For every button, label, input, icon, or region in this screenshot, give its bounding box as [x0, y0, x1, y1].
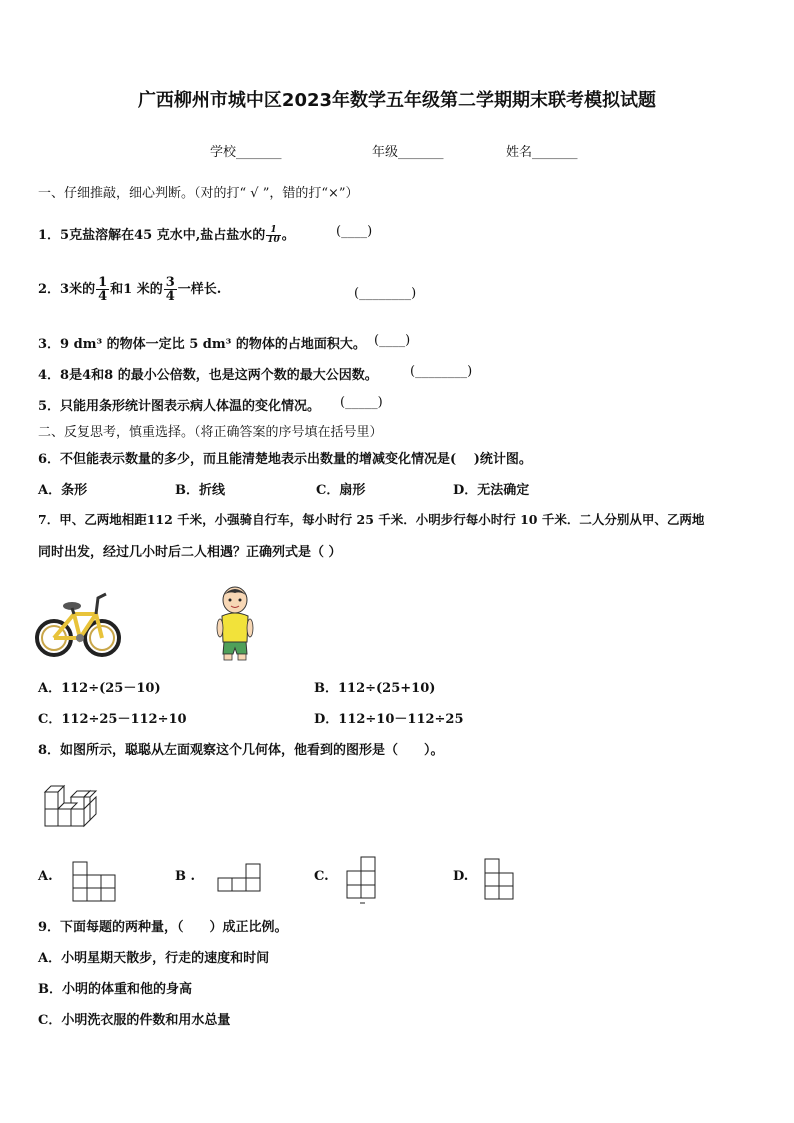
question-6: 6．不但能表示数量的多少，而且能清楚地表示出数量的增减变化情况是( )统计图。 — [38, 452, 532, 467]
q8-option-d-label[interactable]: D. — [453, 869, 469, 884]
fraction-3-4: $\frac{3}{4}$ — [165, 275, 175, 304]
question-1-text: 1．5克盐溶解在45 克水中,盐占盐水的 — [38, 228, 266, 243]
name-blank: _______ — [532, 145, 578, 160]
question-8: 8．如图所示，聪聪从左面观察这个几何体，他看到的图形是（ ）。 — [38, 743, 444, 758]
answer-paren-2[interactable]: (________) — [354, 286, 417, 301]
q8-option-c-label[interactable]: C. — [314, 869, 329, 884]
solid-figure — [45, 783, 101, 828]
answer-paren-3[interactable]: (____) — [374, 333, 411, 348]
answer-paren-5[interactable]: (_____) — [340, 395, 383, 410]
grade-field — [372, 141, 444, 160]
q6-option-d[interactable]: D．无法确定 — [453, 483, 530, 498]
q8-option-b-figure[interactable] — [216, 863, 262, 893]
q8-option-b-label[interactable]: B . — [175, 869, 196, 884]
question-7-line-2: 同时出发，经过几小时后二人相遇？正确列式是（ ） — [38, 545, 342, 560]
question-7-line-1: 7．甲、乙两地相距112 千米，小强骑自行车，每小时行 25 千米．小明步行每小时行 10 千米．二人分别从甲、乙两地 — [38, 512, 705, 527]
school-blank: _______ — [236, 145, 282, 160]
q9-option-b[interactable]: B．小明的体重和他的身高 — [38, 982, 192, 997]
q7-option-b[interactable]: B．112÷(25+10) — [314, 681, 436, 696]
section-2-heading: 二、反复思考，慎重选择。（将正确答案的序号填在括号里） — [38, 425, 383, 440]
grade-label: 年级 — [372, 145, 399, 160]
q9-option-a[interactable]: A．小明星期天散步，行走的速度和时间 — [38, 951, 270, 966]
q6-option-a[interactable]: A．条形 — [38, 483, 88, 498]
q8-option-a-figure[interactable] — [72, 861, 116, 903]
question-9: 9．下面每题的两种量，（ ）成正比例。 — [38, 920, 288, 935]
boy-illustration — [214, 586, 256, 664]
fraction-1-4: $\frac{1}{4}$ — [98, 275, 108, 304]
question-2: 2．3米的 $\frac{1}{4}$ 和1 米的 $\frac{3}{4}$ 一样长. — [38, 275, 222, 304]
bicycle-illustration — [36, 586, 122, 664]
section-1-heading: 一、仔细推敲，细心判断。（对的打“ √ ”，错的打“×”） — [38, 186, 359, 201]
page-title: 广西柳州市城中区2023年数学五年级第二学期期末联考模拟试题 — [137, 90, 657, 111]
question-4: 4．8是4和8 的最小公倍数，也是这两个数的最大公因数。 — [38, 368, 378, 383]
q7-option-a[interactable]: A．112÷(25－10) — [38, 681, 161, 696]
question-1: 1．5克盐溶解在45 克水中,盐占盐水的 $\frac{1}{10}$ 。 — [38, 225, 295, 245]
q8-option-a-label[interactable]: A. — [38, 869, 53, 884]
q6-option-c[interactable]: C．扇形 — [316, 483, 366, 498]
answer-paren-4[interactable]: (________) — [410, 364, 473, 379]
question-5: 5．只能用条形统计图表示病人体温的变化情况。 — [38, 399, 321, 414]
fraction-1-10: $\frac{1}{10}$ — [267, 225, 280, 245]
q9-option-c[interactable]: C．小明洗衣服的件数和用水总量 — [38, 1013, 231, 1028]
grade-blank: _______ — [398, 145, 444, 160]
q7-option-d[interactable]: D．112÷10－112÷25 — [314, 712, 464, 727]
q6-option-b[interactable]: B．折线 — [175, 483, 225, 498]
q7-option-c[interactable]: C．112÷25－112÷10 — [38, 712, 187, 727]
school-label: 学校 — [210, 145, 237, 160]
question-3: 3．9 dm³ 的物体一定比 5 dm³ 的物体的占地面积大。 — [38, 337, 366, 352]
q8-option-d-figure[interactable] — [484, 858, 516, 902]
school-field — [210, 141, 282, 160]
name-label: 姓名 — [506, 145, 533, 160]
q8-option-c-figure[interactable] — [346, 856, 378, 906]
name-field — [506, 141, 578, 160]
answer-paren-1[interactable]: (____) — [336, 224, 373, 239]
